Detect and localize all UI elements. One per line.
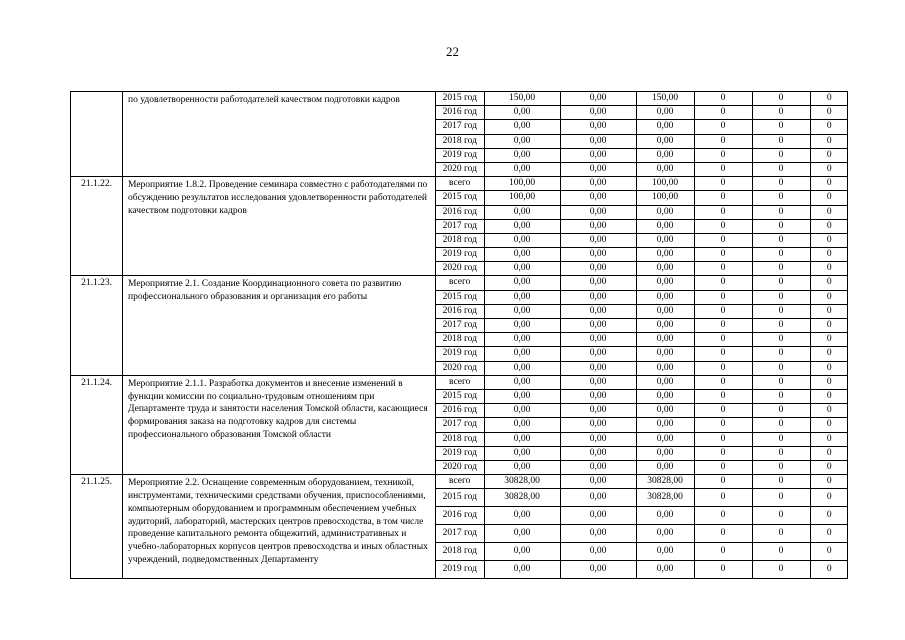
funding-row <box>436 475 848 489</box>
cell-regional-budget: 100,00 <box>636 177 694 191</box>
cell-total: 100,00 <box>484 177 560 191</box>
page-number: 22 <box>446 44 459 59</box>
cell-period: 2019 год <box>436 347 484 361</box>
funding-subtable <box>436 276 848 374</box>
cell-period: 2016 год <box>436 205 484 219</box>
cell-federal-budget: 0,00 <box>560 120 636 134</box>
funding-cell <box>436 92 848 177</box>
cell-federal-budget: 0,00 <box>560 276 636 290</box>
item-number: 21.1.25. <box>71 475 123 579</box>
cell-regional-budget: 0,00 <box>636 262 694 276</box>
cell-extrabudgetary: 0 <box>752 432 810 446</box>
funding-row <box>436 276 848 290</box>
cell-extrabudgetary: 0 <box>752 333 810 347</box>
funding-row <box>436 92 848 106</box>
funding-row <box>436 561 848 579</box>
cell-other: 0 <box>810 134 848 148</box>
cell-regional-budget: 0,00 <box>636 319 694 333</box>
item-description: Мероприятие 2.1.1. Разработка документов и внесение изменений в функции комиссии по социально-трудовым отношениям при Департаменте труда и занятости населения Томской области, касающиеся формирования заказа на подготовку кадров для системы профессионального образования Томской области <box>123 375 436 474</box>
item-description: Мероприятие 1.8.2. Проведение семинара совместно с работодателями по обсуждению результатов исследования удовлетворенности работодателей качеством подготовки кадров <box>123 177 436 276</box>
cell-regional-budget: 150,00 <box>636 92 694 106</box>
cell-federal-budget: 0,00 <box>560 134 636 148</box>
funding-row <box>436 290 848 304</box>
cell-regional-budget: 0,00 <box>636 376 694 390</box>
cell-period: 2019 год <box>436 148 484 162</box>
cell-other: 0 <box>810 205 848 219</box>
cell-extrabudgetary: 0 <box>752 404 810 418</box>
funding-subtable <box>436 92 848 176</box>
cell-extrabudgetary: 0 <box>752 162 810 176</box>
cell-total: 100,00 <box>484 191 560 205</box>
cell-federal-budget: 0,00 <box>560 489 636 507</box>
cell-federal-budget: 0,00 <box>560 404 636 418</box>
funding-row <box>436 460 848 474</box>
cell-regional-budget: 0,00 <box>636 233 694 247</box>
cell-federal-budget: 0,00 <box>560 319 636 333</box>
funding-row <box>436 376 848 390</box>
cell-other: 0 <box>810 290 848 304</box>
funding-subtable <box>436 475 848 578</box>
cell-extrabudgetary: 0 <box>752 319 810 333</box>
cell-total: 0,00 <box>484 262 560 276</box>
funding-row <box>436 404 848 418</box>
funding-row <box>436 262 848 276</box>
cell-other: 0 <box>810 148 848 162</box>
cell-local-budget: 0 <box>694 290 752 304</box>
cell-regional-budget: 0,00 <box>636 120 694 134</box>
cell-other: 0 <box>810 489 848 507</box>
cell-regional-budget: 0,00 <box>636 333 694 347</box>
cell-total: 0,00 <box>484 432 560 446</box>
funding-row <box>436 191 848 205</box>
cell-other: 0 <box>810 333 848 347</box>
cell-extrabudgetary: 0 <box>752 290 810 304</box>
cell-regional-budget: 0,00 <box>636 219 694 233</box>
funding-cell <box>436 177 848 276</box>
cell-federal-budget: 0,00 <box>560 148 636 162</box>
funding-row <box>436 106 848 120</box>
cell-federal-budget: 0,00 <box>560 162 636 176</box>
cell-total: 0,00 <box>484 120 560 134</box>
cell-extrabudgetary: 0 <box>752 347 810 361</box>
table-row <box>71 375 848 474</box>
funding-row <box>436 525 848 543</box>
cell-federal-budget: 0,00 <box>560 106 636 120</box>
cell-local-budget: 0 <box>694 561 752 579</box>
cell-other: 0 <box>810 191 848 205</box>
cell-total: 0,00 <box>484 148 560 162</box>
cell-period: 2017 год <box>436 319 484 333</box>
cell-period: 2016 год <box>436 106 484 120</box>
cell-federal-budget: 0,00 <box>560 191 636 205</box>
table-row <box>71 276 848 375</box>
item-description: Мероприятие 2.2. Оснащение современным оборудованием, техникой, инструментами, техническими средствами обучения, приспособлениями, компьютерным оборудованием и программным обеспечением учебных аудиторий, лабораторий, мастерских центров превосходства, в том числе проведение капитального ремонта общежитий, административных и учебно-лабораторных корпусов центров превосходства и иных областных учреждений, подведомственных Департаменту <box>123 475 436 579</box>
funding-row <box>436 304 848 318</box>
cell-extrabudgetary: 0 <box>752 446 810 460</box>
cell-regional-budget: 0,00 <box>636 248 694 262</box>
cell-extrabudgetary: 0 <box>752 233 810 247</box>
cell-federal-budget: 0,00 <box>560 304 636 318</box>
cell-other: 0 <box>810 120 848 134</box>
cell-local-budget: 0 <box>694 347 752 361</box>
cell-other: 0 <box>810 304 848 318</box>
funding-row <box>436 361 848 375</box>
cell-local-budget: 0 <box>694 248 752 262</box>
cell-regional-budget: 0,00 <box>636 446 694 460</box>
cell-regional-budget: 30828,00 <box>636 475 694 489</box>
funding-row <box>436 219 848 233</box>
cell-regional-budget: 0,00 <box>636 525 694 543</box>
cell-total: 0,00 <box>484 304 560 318</box>
cell-local-budget: 0 <box>694 148 752 162</box>
funding-row <box>436 507 848 525</box>
cell-period: 2015 год <box>436 92 484 106</box>
cell-extrabudgetary: 0 <box>752 389 810 403</box>
item-number: 21.1.22. <box>71 177 123 276</box>
item-number: 21.1.23. <box>71 276 123 375</box>
funding-row <box>436 162 848 176</box>
cell-other: 0 <box>810 92 848 106</box>
cell-period: 2016 год <box>436 507 484 525</box>
cell-regional-budget: 0,00 <box>636 561 694 579</box>
cell-regional-budget: 0,00 <box>636 290 694 304</box>
item-description: Мероприятие 2.1. Создание Координационного совета по развитию профессионального образования и организация его работы <box>123 276 436 375</box>
cell-federal-budget: 0,00 <box>560 262 636 276</box>
cell-other: 0 <box>810 162 848 176</box>
cell-other: 0 <box>810 561 848 579</box>
cell-local-budget: 0 <box>694 361 752 375</box>
cell-local-budget: 0 <box>694 191 752 205</box>
cell-regional-budget: 0,00 <box>636 361 694 375</box>
cell-regional-budget: 0,00 <box>636 162 694 176</box>
cell-extrabudgetary: 0 <box>752 418 810 432</box>
cell-regional-budget: 30828,00 <box>636 489 694 507</box>
cell-total: 0,00 <box>484 389 560 403</box>
cell-period: 2018 год <box>436 543 484 561</box>
cell-federal-budget: 0,00 <box>560 376 636 390</box>
cell-extrabudgetary: 0 <box>752 205 810 219</box>
cell-period: 2015 год <box>436 290 484 304</box>
cell-extrabudgetary: 0 <box>752 191 810 205</box>
cell-total: 30828,00 <box>484 489 560 507</box>
cell-local-budget: 0 <box>694 446 752 460</box>
cell-extrabudgetary: 0 <box>752 543 810 561</box>
cell-federal-budget: 0,00 <box>560 205 636 219</box>
cell-period: всего <box>436 376 484 390</box>
cell-extrabudgetary: 0 <box>752 120 810 134</box>
program-table-body <box>71 92 848 579</box>
funding-row <box>436 446 848 460</box>
cell-regional-budget: 0,00 <box>636 389 694 403</box>
cell-period: всего <box>436 276 484 290</box>
funding-row <box>436 389 848 403</box>
cell-local-budget: 0 <box>694 177 752 191</box>
cell-extrabudgetary: 0 <box>752 92 810 106</box>
cell-extrabudgetary: 0 <box>752 489 810 507</box>
cell-regional-budget: 0,00 <box>636 106 694 120</box>
cell-period: 2015 год <box>436 489 484 507</box>
cell-other: 0 <box>810 106 848 120</box>
cell-other: 0 <box>810 361 848 375</box>
cell-regional-budget: 0,00 <box>636 432 694 446</box>
funding-row <box>436 205 848 219</box>
cell-total: 0,00 <box>484 376 560 390</box>
cell-local-budget: 0 <box>694 319 752 333</box>
cell-local-budget: 0 <box>694 106 752 120</box>
cell-period: 2017 год <box>436 219 484 233</box>
cell-total: 0,00 <box>484 276 560 290</box>
cell-regional-budget: 0,00 <box>636 276 694 290</box>
cell-other: 0 <box>810 248 848 262</box>
cell-total: 0,00 <box>484 543 560 561</box>
cell-total: 0,00 <box>484 290 560 304</box>
table-row <box>71 92 848 177</box>
cell-other: 0 <box>810 404 848 418</box>
funding-subtable <box>436 376 848 474</box>
funding-row <box>436 248 848 262</box>
cell-federal-budget: 0,00 <box>560 248 636 262</box>
cell-other: 0 <box>810 376 848 390</box>
funding-row <box>436 134 848 148</box>
cell-total: 0,00 <box>484 319 560 333</box>
cell-local-budget: 0 <box>694 233 752 247</box>
cell-period: 2017 год <box>436 120 484 134</box>
funding-row <box>436 333 848 347</box>
cell-period: всего <box>436 177 484 191</box>
cell-local-budget: 0 <box>694 543 752 561</box>
funding-row <box>436 177 848 191</box>
cell-federal-budget: 0,00 <box>560 92 636 106</box>
cell-federal-budget: 0,00 <box>560 525 636 543</box>
cell-total: 0,00 <box>484 404 560 418</box>
cell-other: 0 <box>810 219 848 233</box>
cell-total: 0,00 <box>484 446 560 460</box>
cell-local-budget: 0 <box>694 120 752 134</box>
cell-extrabudgetary: 0 <box>752 561 810 579</box>
cell-local-budget: 0 <box>694 432 752 446</box>
table-row <box>71 475 848 579</box>
cell-local-budget: 0 <box>694 475 752 489</box>
cell-federal-budget: 0,00 <box>560 460 636 474</box>
cell-period: 2017 год <box>436 418 484 432</box>
cell-federal-budget: 0,00 <box>560 389 636 403</box>
cell-local-budget: 0 <box>694 389 752 403</box>
cell-total: 0,00 <box>484 162 560 176</box>
funding-row <box>436 543 848 561</box>
cell-local-budget: 0 <box>694 376 752 390</box>
cell-federal-budget: 0,00 <box>560 233 636 247</box>
cell-regional-budget: 0,00 <box>636 134 694 148</box>
cell-period: 2019 год <box>442 564 477 575</box>
cell-federal-budget: 0,00 <box>560 475 636 489</box>
funding-cell <box>436 276 848 375</box>
cell-regional-budget: 0,00 <box>636 148 694 162</box>
cell-other: 0 <box>810 507 848 525</box>
funding-cell <box>436 375 848 474</box>
cell-extrabudgetary: 0 <box>752 475 810 489</box>
funding-row <box>436 432 848 446</box>
cell-period: 2015 год <box>436 389 484 403</box>
cell-other: 0 <box>810 418 848 432</box>
cell-local-budget: 0 <box>694 276 752 290</box>
cell-period: 2018 год <box>436 233 484 247</box>
cell-extrabudgetary: 0 <box>752 106 810 120</box>
cell-period: 2016 год <box>436 404 484 418</box>
cell-total: 0,00 <box>484 233 560 247</box>
cell-federal-budget: 0,00 <box>560 333 636 347</box>
cell-period: 2019 год <box>436 248 484 262</box>
cell-local-budget: 0 <box>694 262 752 276</box>
cell-other: 0 <box>810 233 848 247</box>
cell-extrabudgetary: 0 <box>752 148 810 162</box>
cell-extrabudgetary: 0 <box>752 248 810 262</box>
cell-total: 0,00 <box>484 418 560 432</box>
cell-extrabudgetary: 0 <box>752 276 810 290</box>
funding-row <box>436 148 848 162</box>
cell-local-budget: 0 <box>694 333 752 347</box>
cell-period: 2020 год <box>442 461 477 472</box>
cell-other: 0 <box>810 276 848 290</box>
cell-period: 2017 год <box>436 525 484 543</box>
cell-local-budget: 0 <box>694 304 752 318</box>
cell-other: 0 <box>810 475 848 489</box>
item-number: 21.1.24. <box>71 375 123 474</box>
cell-federal-budget: 0,00 <box>560 219 636 233</box>
cell-total: 0,00 <box>484 507 560 525</box>
cell-extrabudgetary: 0 <box>752 460 810 474</box>
cell-extrabudgetary: 0 <box>752 304 810 318</box>
cell-regional-budget: 0,00 <box>636 543 694 561</box>
cell-other: 0 <box>810 432 848 446</box>
cell-total: 0,00 <box>484 106 560 120</box>
cell-local-budget: 0 <box>694 219 752 233</box>
cell-federal-budget: 0,00 <box>560 507 636 525</box>
cell-extrabudgetary: 0 <box>752 262 810 276</box>
cell-extrabudgetary: 0 <box>752 361 810 375</box>
cell-federal-budget: 0,00 <box>560 347 636 361</box>
cell-federal-budget: 0,00 <box>560 361 636 375</box>
cell-other: 0 <box>810 525 848 543</box>
cell-local-budget: 0 <box>694 134 752 148</box>
cell-federal-budget: 0,00 <box>560 432 636 446</box>
cell-regional-budget: 0,00 <box>636 418 694 432</box>
cell-local-budget: 0 <box>694 92 752 106</box>
table-row <box>71 177 848 276</box>
cell-federal-budget: 0,00 <box>560 446 636 460</box>
cell-federal-budget: 0,00 <box>560 543 636 561</box>
cell-local-budget: 0 <box>694 418 752 432</box>
cell-local-budget: 0 <box>694 205 752 219</box>
cell-period: 2019 год <box>436 446 484 460</box>
cell-local-budget: 0 <box>694 460 752 474</box>
cell-regional-budget: 0,00 <box>636 404 694 418</box>
cell-total: 150,00 <box>484 92 560 106</box>
cell-federal-budget: 0,00 <box>560 290 636 304</box>
cell-local-budget: 0 <box>694 507 752 525</box>
cell-period: 2018 год <box>436 134 484 148</box>
cell-other: 0 <box>810 319 848 333</box>
funding-row <box>436 489 848 507</box>
cell-total: 0,00 <box>484 248 560 262</box>
cell-period: 2020 год <box>442 362 477 373</box>
cell-period: 2018 год <box>436 432 484 446</box>
cell-federal-budget: 0,00 <box>560 561 636 579</box>
cell-regional-budget: 0,00 <box>636 347 694 361</box>
funding-row <box>436 233 848 247</box>
cell-regional-budget: 0,00 <box>636 304 694 318</box>
cell-period: 2020 год <box>442 263 477 274</box>
cell-total: 0,00 <box>484 460 560 474</box>
cell-extrabudgetary: 0 <box>752 525 810 543</box>
cell-other: 0 <box>810 347 848 361</box>
cell-other: 0 <box>810 389 848 403</box>
cell-extrabudgetary: 0 <box>752 134 810 148</box>
funding-subtable <box>436 177 848 275</box>
cell-local-budget: 0 <box>694 489 752 507</box>
cell-total: 0,00 <box>484 361 560 375</box>
item-number <box>71 92 123 177</box>
cell-period: 2020 год <box>442 163 477 174</box>
cell-federal-budget: 0,00 <box>560 177 636 191</box>
cell-local-budget: 0 <box>694 162 752 176</box>
program-table <box>70 91 848 579</box>
cell-extrabudgetary: 0 <box>752 219 810 233</box>
cell-regional-budget: 100,00 <box>636 191 694 205</box>
item-description: по удовлетворенности работодателей качеством подготовки кадров <box>123 92 436 177</box>
cell-regional-budget: 0,00 <box>636 460 694 474</box>
cell-local-budget: 0 <box>694 525 752 543</box>
cell-period: всего <box>436 475 484 489</box>
cell-total: 0,00 <box>484 333 560 347</box>
funding-row <box>436 120 848 134</box>
cell-extrabudgetary: 0 <box>752 376 810 390</box>
cell-local-budget: 0 <box>694 404 752 418</box>
cell-federal-budget: 0,00 <box>560 418 636 432</box>
cell-total: 0,00 <box>484 525 560 543</box>
funding-cell <box>436 475 848 579</box>
cell-total: 30828,00 <box>484 475 560 489</box>
cell-total: 0,00 <box>484 561 560 579</box>
cell-regional-budget: 0,00 <box>636 507 694 525</box>
funding-row <box>436 319 848 333</box>
cell-regional-budget: 0,00 <box>636 205 694 219</box>
funding-row <box>436 418 848 432</box>
cell-total: 0,00 <box>484 347 560 361</box>
cell-total: 0,00 <box>484 205 560 219</box>
funding-row <box>436 347 848 361</box>
cell-extrabudgetary: 0 <box>752 177 810 191</box>
cell-other: 0 <box>810 262 848 276</box>
cell-period: 2018 год <box>436 333 484 347</box>
cell-extrabudgetary: 0 <box>752 507 810 525</box>
cell-period: 2015 год <box>436 191 484 205</box>
cell-total: 0,00 <box>484 219 560 233</box>
cell-other: 0 <box>810 543 848 561</box>
cell-period: 2016 год <box>436 304 484 318</box>
cell-total: 0,00 <box>484 134 560 148</box>
cell-other: 0 <box>810 460 848 474</box>
cell-other: 0 <box>810 446 848 460</box>
cell-other: 0 <box>810 177 848 191</box>
